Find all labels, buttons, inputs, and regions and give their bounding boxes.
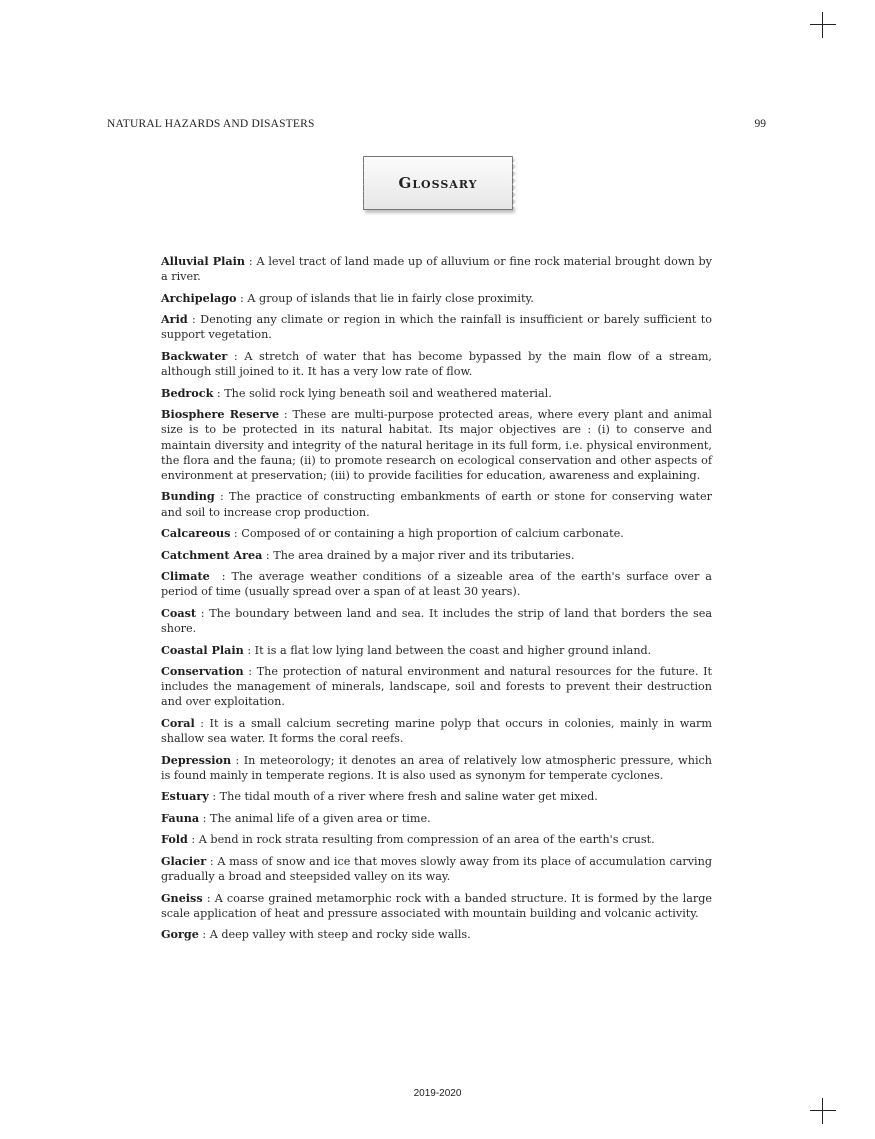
glossary-term: Coastal Plain <box>161 642 244 657</box>
term-separator: : <box>206 854 218 868</box>
glossary-term: Bunding <box>161 489 215 504</box>
glossary-entry <box>161 832 712 847</box>
term-separator: : <box>214 490 230 504</box>
glossary-definition: Composed of or containing a high proportion of calcium carbonate. <box>241 527 624 541</box>
glossary-definition: It is a small calcium secreting marine polyp that occurs in colonies, mainly in warm shallow sea water. It forms the coral reefs. <box>161 716 713 746</box>
glossary-term: Climate <box>161 569 210 584</box>
glossary-entry <box>161 569 712 599</box>
term-separator: : <box>187 833 199 847</box>
glossary-definition: A mass of snow and ice that moves slowly away from its place of accumulation carving gradually a broad and steepsided valley on its way. <box>161 854 713 884</box>
glossary-entry <box>161 548 712 563</box>
glossary-entry <box>161 664 712 710</box>
glossary-definition: The practice of constructing embankments of earth or stone for conserving water and soil to increase crop production. <box>161 490 712 519</box>
term-separator: : <box>231 753 244 767</box>
glossary-definition: It is a flat low lying land between the coast and higher ground inland. <box>254 643 652 657</box>
running-head: NATURAL HAZARDS AND DISASTERS <box>107 118 315 130</box>
glossary-term: Biosphere Reserve <box>161 407 280 422</box>
page-number: 99 <box>754 118 766 130</box>
glossary-definition: In meteorology; it denotes an area of relatively low atmospheric pressure, which is found mainly in temperate regions. It is also used as synonym for temperate cyclones. <box>161 753 712 782</box>
glossary-term: Gorge <box>161 927 199 942</box>
glossary-list <box>161 254 712 949</box>
term-separator: : <box>199 811 210 825</box>
term-separator: : <box>213 386 225 400</box>
glossary-entry <box>161 489 712 519</box>
glossary-term: Coral <box>161 715 195 730</box>
glossary-term: Conservation <box>161 664 244 679</box>
glossary-entry <box>161 386 712 401</box>
glossary-entry <box>161 643 712 658</box>
glossary-term: Archipelago <box>161 290 237 305</box>
glossary-definition: The area drained by a major river and its tributaries. <box>273 548 575 562</box>
glossary-term: Gneiss <box>161 890 203 905</box>
glossary-definition: A coarse grained metamorphic rock with a banded structure. It is formed by the large scale application of heat and pressure associated with mountain building and volcanic activity. <box>161 891 712 920</box>
term-separator: : <box>208 790 220 804</box>
glossary-entry <box>161 891 712 921</box>
glossary-entry <box>161 526 712 541</box>
glossary-entry <box>161 811 712 826</box>
glossary-definition: Denoting any climate or region in which the rainfall is insufficient or barely sufficient to support vegetation. <box>161 313 712 342</box>
glossary-term: Alluvial Plain <box>161 254 246 268</box>
glossary-entry <box>161 753 712 783</box>
glossary-definition: The animal life of a given area or time. <box>210 811 431 825</box>
page-title: Glossary <box>398 174 478 192</box>
glossary-term: Depression <box>161 752 232 767</box>
term-separator: : <box>202 891 215 905</box>
glossary-entry <box>161 407 712 483</box>
term-separator: : <box>194 716 210 730</box>
glossary-definition: A stretch of water that has become bypassed by the main flow of a stream, although still joined to it. It has a very low rate of flow. <box>161 349 712 379</box>
term-separator: : <box>243 665 257 679</box>
glossary-definition: These are multi-purpose protected areas, where every plant and animal size is to be protected in its natural habitat. Its major objectives are : (i) to conserve and maintain diversity and integrity of the natural heritage in its full form, i.e. physical environment, the flora and the fauna; (ii) to promote research on ecological conservation and other aspects of environment at preservation; (iii) to provide facilities for education, awareness and explaining. <box>161 408 712 482</box>
term-separator: : <box>227 349 245 363</box>
glossary-term: Estuary <box>161 789 209 804</box>
term-separator: : <box>236 291 248 305</box>
glossary-entry <box>161 606 712 636</box>
glossary-entry <box>161 349 712 379</box>
crop-mark-top-right <box>810 12 836 38</box>
glossary-term: Fauna <box>161 810 200 825</box>
glossary-term: Bedrock <box>161 385 214 400</box>
glossary-entry <box>161 716 712 746</box>
glossary-entry <box>161 854 712 884</box>
term-separator: : <box>187 313 201 327</box>
glossary-definition: A group of islands that lie in fairly close proximity. <box>247 291 534 305</box>
term-separator: : <box>198 928 210 942</box>
glossary-definition: The boundary between land and sea. It includes the strip of land that borders the sea shore. <box>161 606 712 636</box>
glossary-definition: The protection of natural environment and natural resources for the future. It includes the management of minerals, landscape, soil and forests to prevent their destruction and over exploitation. <box>161 665 712 709</box>
footer-year: 2019-2020 <box>413 1088 462 1099</box>
term-separator: : <box>209 570 232 584</box>
glossary-entry <box>161 291 712 306</box>
glossary-term: Calcareous <box>161 526 231 541</box>
glossary-definition: The solid rock lying beneath soil and weathered material. <box>224 386 552 400</box>
crop-mark-bottom-right <box>810 1098 836 1124</box>
glossary-term: Glacier <box>161 853 207 868</box>
glossary-definition: A level tract of land made up of alluvium or fine rock material brought down by a river. <box>161 255 712 284</box>
term-separator: : <box>279 408 293 422</box>
glossary-term: Coast <box>161 605 197 620</box>
glossary-term: Catchment Area <box>161 547 263 562</box>
glossary-term: Backwater <box>161 348 228 363</box>
glossary-entry <box>161 789 712 804</box>
glossary-definition: The average weather conditions of a sizeable area of the earth's surface over a period of time (usually spread over a span of at least 30 years). <box>161 570 712 599</box>
term-separator: : <box>243 643 255 657</box>
glossary-term: Fold <box>161 832 188 847</box>
term-separator: : <box>196 606 210 620</box>
term-separator: : <box>230 527 242 541</box>
glossary-entry <box>161 312 712 342</box>
glossary-entry <box>161 927 712 942</box>
glossary-definition: The tidal mouth of a river where fresh and saline water get mixed. <box>219 790 598 804</box>
glossary-entry <box>161 254 712 284</box>
glossary-term: Arid <box>161 312 188 327</box>
glossary-title-badge <box>363 156 513 210</box>
glossary-definition: A bend in rock strata resulting from compression of an area of the earth's crust. <box>198 833 655 847</box>
term-separator: : <box>262 548 274 562</box>
term-separator: : <box>245 255 257 268</box>
glossary-definition: A deep valley with steep and rocky side walls. <box>209 928 471 942</box>
